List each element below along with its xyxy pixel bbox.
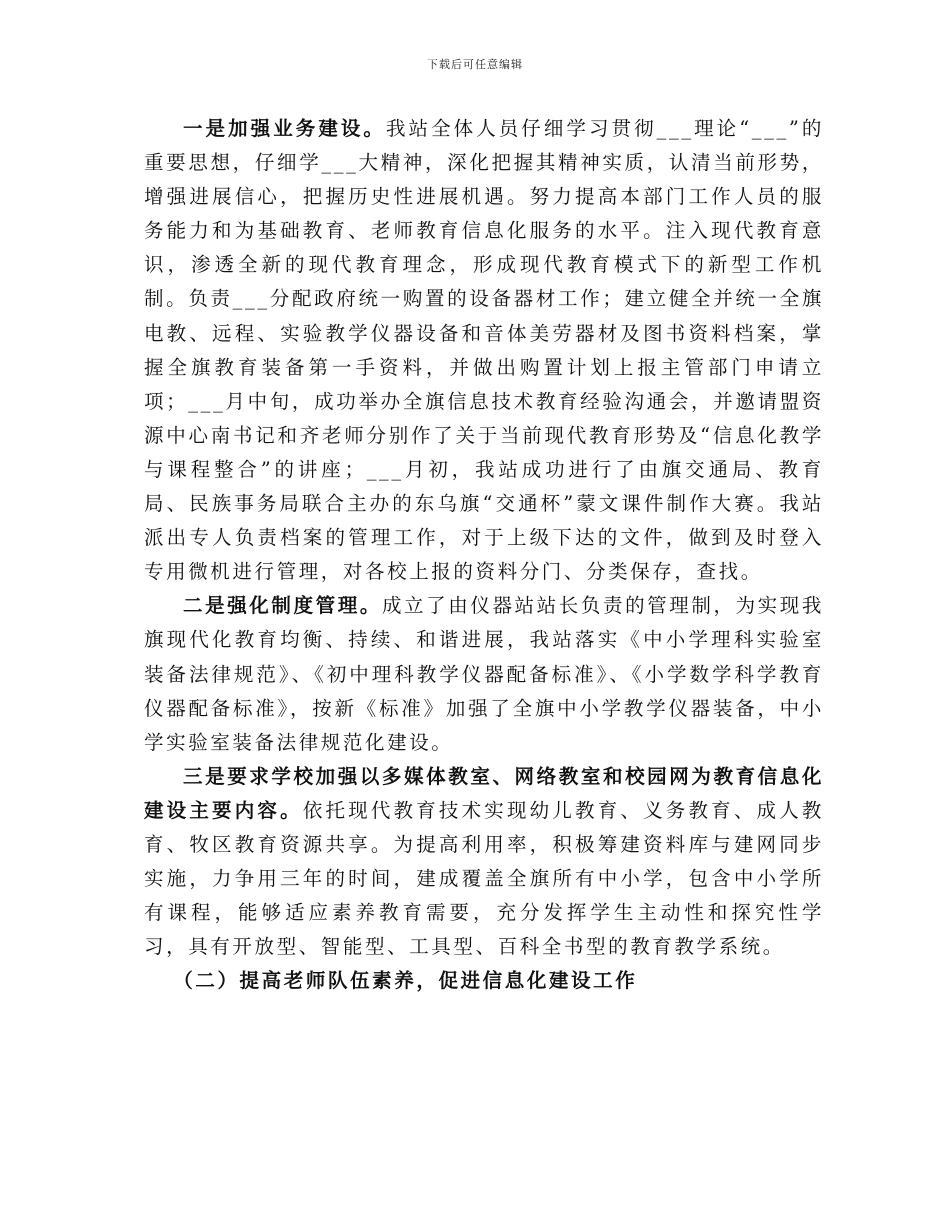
paragraph-text: 依托现代教育技术实现幼儿教育、义务教育、成人教育、牧区教育资源共享。为提高利用率，积极筹建资料库与建网同步实施，力争用三年的时间，建成覆盖全旗所有中小学，包含中小学所有课程，能够适应素养教育需要，充分发挥学生主动性和探究性学习，具有开放型、智能型、工具型、百科全书型的教育教学系统。 (144, 798, 824, 959)
paragraph-system-management (144, 589, 824, 759)
page-header: 下载后可任意编辑 (427, 58, 523, 71)
paragraph-text: 成立了由仪器站站长负责的管理制，为实现我旗现代化教育均衡、持续、和谐进展，我站落实《中小学理科实验室装备法律规范》、《初中理科教学仪器配备标准》、《小学数学科学教育仪器配备标准》，按新《标准》加强了全旗中小学教学仪器装备，中小学实验室装备法律规范化建设。 (144, 594, 824, 754)
document-body (144, 112, 824, 998)
section-heading: （二）提高老师队伍素养，促进信息化建设工作 (173, 969, 638, 993)
paragraph-lead: 三是要求学校加强以多媒体教室、网络教室和校园网为教育信息化建设主要内容。 (144, 764, 824, 822)
paragraph-lead: 二是强化制度管理。 (183, 594, 382, 618)
paragraph-school-informatization (144, 760, 824, 965)
paragraph-business-construction (144, 112, 824, 589)
paragraph-text: 我站全体人员仔细学习贯彻___理论“___”的重要思想，仔细学___大精神，深化把握其精神实质，认清当前形势，增强进展信心，把握历史性进展机遇。努力提高本部门工作人员的服务能力和为基础教育、老师教育信息化服务的水平。注入现代教育意识，渗透全新的现代教育理念，形成现代教育模式下的新型工作机制。负责___分配政府统一购置的设备器材工作；建立健全并统一全旗电教、远程、实验教学仪器设备和音体美劳器材及图书资料档案，掌握全旗教育装备第一手资料，并做出购置计划上报主管部门申请立项；___月中旬，成功举办全旗信息技术教育经验沟通会，并邀请盟资源中心南书记和齐老师分别作了关于当前现代教育形势及“信息化教学与课程整合”的讲座；___月初，我站成功进行了由旗交通局、教育局、民族事务局联合主办的东乌旗“交通杯”蒙文课件制作大赛。我站派出专人负责档案的管理工作，对于上级下达的文件，做到及时登入专用微机进行管理，对各校上报的资料分门、分类保存，查找。 (144, 117, 824, 584)
paragraph-lead: 一是加强业务建设。 (183, 117, 386, 140)
